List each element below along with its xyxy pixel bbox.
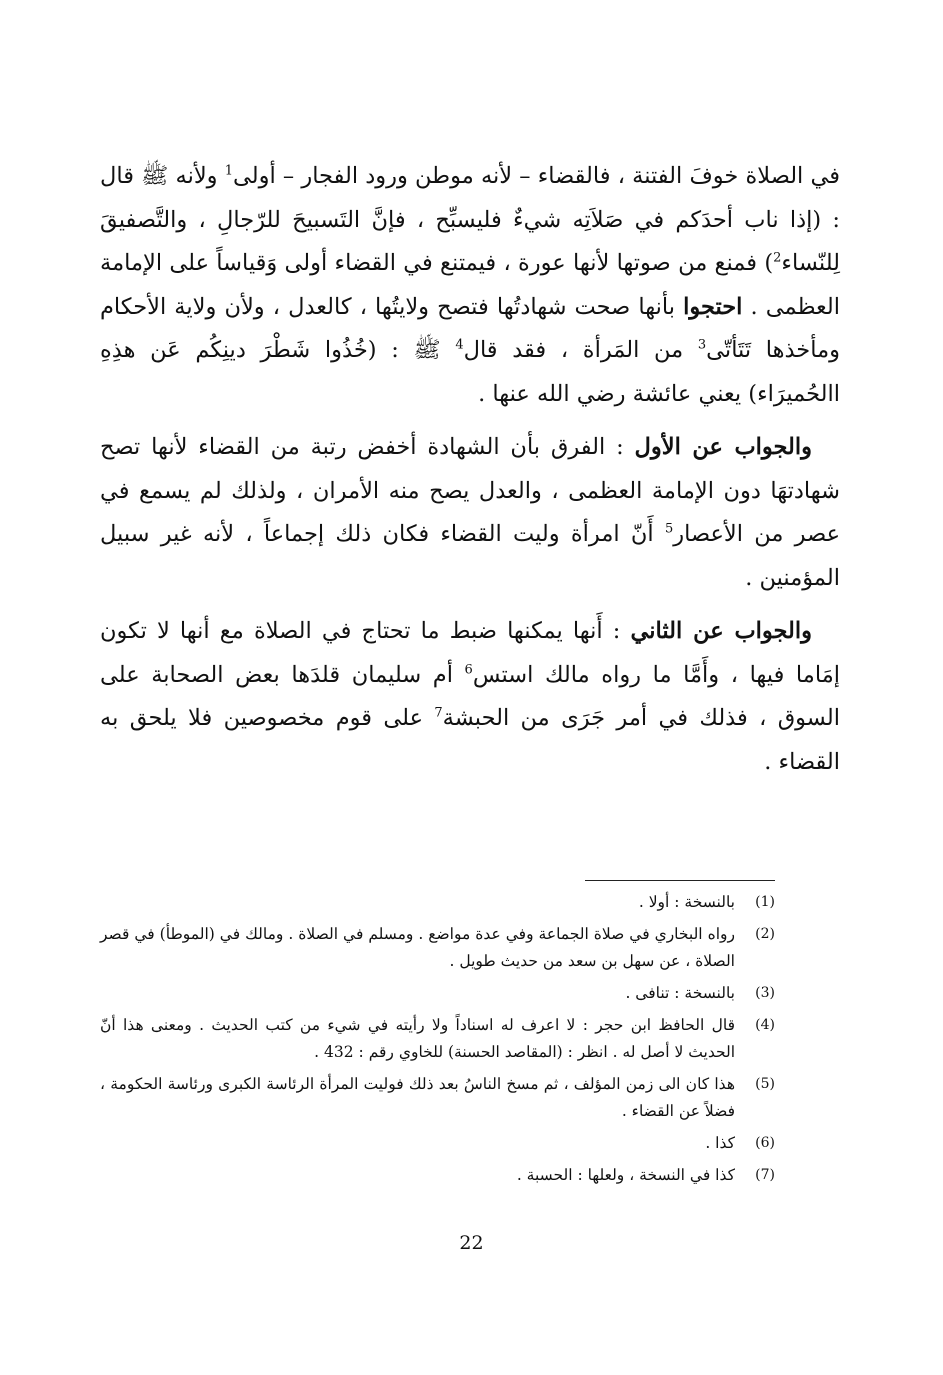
text-run: أم سليمان قلدَها بعض الصحابة على السوق ، فذلك في أمر جَرَى من الحبشة: [100, 661, 840, 731]
page-number: 22: [459, 1232, 484, 1254]
footnote-ref-6[interactable]: 6: [464, 662, 473, 677]
footnote-number: (6): [755, 1135, 775, 1151]
footnotes-section: [100, 880, 775, 1194]
footnote-ref-5[interactable]: 5: [664, 521, 674, 537]
footnote-number: (3): [755, 985, 775, 1001]
footnote-text: رواه البخاري في صلاة الجماعة وفي عدة مواضع . ومسلم في الصلاة . ومالك في (الموطأ) في قصر الصلاة ، عن سهل بن سعد من حديث طويل .: [100, 925, 735, 970]
footnote-number: (1): [755, 894, 775, 910]
text-run: ﷺ : (خُذُوا شَطْرَ دينِكُم عَن هذِهِ االحُميرَاء) يعني عائشة رضي الله عنها .: [100, 337, 840, 407]
footnote-item: [100, 1130, 775, 1157]
footnote-separator: [585, 880, 775, 881]
footnote-text: هذا كان الى زمن المؤلف ، ثم مسخ الناسُ بعد ذلك فوليت المرأة الرئاسة الكبرى ورئاسة الحكومة ، فضلاً عن القضاء .: [100, 1075, 735, 1120]
bold-heading-first-answer: والجواب عن الأول: [634, 434, 812, 460]
footnote-item: [100, 980, 775, 1007]
footnote-item: [100, 921, 775, 975]
footnote-number: (7): [755, 1167, 775, 1183]
footnote-text: بالنسخة : تنافى .: [625, 984, 735, 1002]
footnote-number: (4): [755, 1017, 775, 1033]
text-run: بأنها صحت شهادتُها فتصح ولايتُها ، كالعدل ، ولأن ولاية الأحكام ومأخذها تَتَأتّى: [100, 293, 840, 363]
footnote-text: قال الحافظ ابن حجر : لا اعرف له اسناداً ولا رأيته في شيء من كتب الحديث . ومعنى هذا أنّ الحديث لا أصل له . انظر : (المقاصد الحسنة) للخاوي رقم : 432 .: [100, 1016, 735, 1061]
text-run: ولأنه ﷺ قال : (إذا ناب أحدَكم في صَلاَتِه شيءٌ فليسبِّح ، فإنَّ التَسبيحَ للرّجالِ ، والتَّصفيقَ لِلنّساء: [100, 163, 840, 276]
footnote-text: بالنسخة : أولا .: [638, 893, 735, 911]
paragraph-1: [100, 155, 840, 416]
paragraph-3: [100, 610, 840, 784]
text-run: أَنّ امرأة وليت القضاء فكان ذلك إجماعاً ، لأنه غير سبيل المؤمنين .: [100, 521, 840, 591]
footnote-item: [100, 889, 775, 916]
footnote-item: [100, 1012, 775, 1066]
footnote-ref-4[interactable]: 4: [455, 337, 464, 353]
text-run: على قوم مخصوصين فلا يلحق به القضاء .: [100, 705, 840, 775]
footnote-ref-3[interactable]: 3: [697, 337, 707, 353]
text-run: : أَنها يمكنها ضبط ما تحتاج في الصلاة مع أنها لا تكون إمَاما فيها ، وأَمَّا ما رواه مالك استس: [100, 618, 840, 688]
text-run: من المَرأة ، فقد قال: [463, 337, 698, 363]
text-run: في الصلاة خوفَ الفتنة ، فالقضاء – لأنه موطن ورود الفجار – أولى: [233, 163, 841, 189]
bold-term-ihtajju: احتجوا: [683, 293, 743, 320]
footnote-item: [100, 1071, 775, 1125]
footnote-number: (5): [755, 1076, 775, 1092]
footnote-ref-2[interactable]: 2: [773, 250, 782, 266]
text-run: ) فمنع من صوتها لأنها عورة ، فيمتنع في القضاء أولى وَقياساً على الإمامة العظمى .: [100, 250, 840, 320]
footnote-ref-1[interactable]: 1: [224, 163, 233, 179]
paragraph-2: [100, 426, 840, 600]
footnote-ref-7[interactable]: 7: [434, 705, 443, 721]
text-run: : الفرق بأن الشهادة أخفض رتبة من القضاء لأنها تصح شهادتهَا دون الإمامة العظمى ، والعدل يصح منه الأمران ، ولذلك لم يسمع في عصر من الأعصار: [100, 434, 840, 547]
footnote-number: (2): [755, 926, 775, 942]
footnote-text: كذا في النسخة ، ولعلها : الحسبة .: [516, 1166, 735, 1184]
footnote-text: كذا .: [705, 1134, 735, 1152]
footnote-item: [100, 1162, 775, 1189]
bold-heading-second-answer: والجواب عن الثاني: [630, 618, 812, 644]
main-text: [100, 155, 840, 794]
